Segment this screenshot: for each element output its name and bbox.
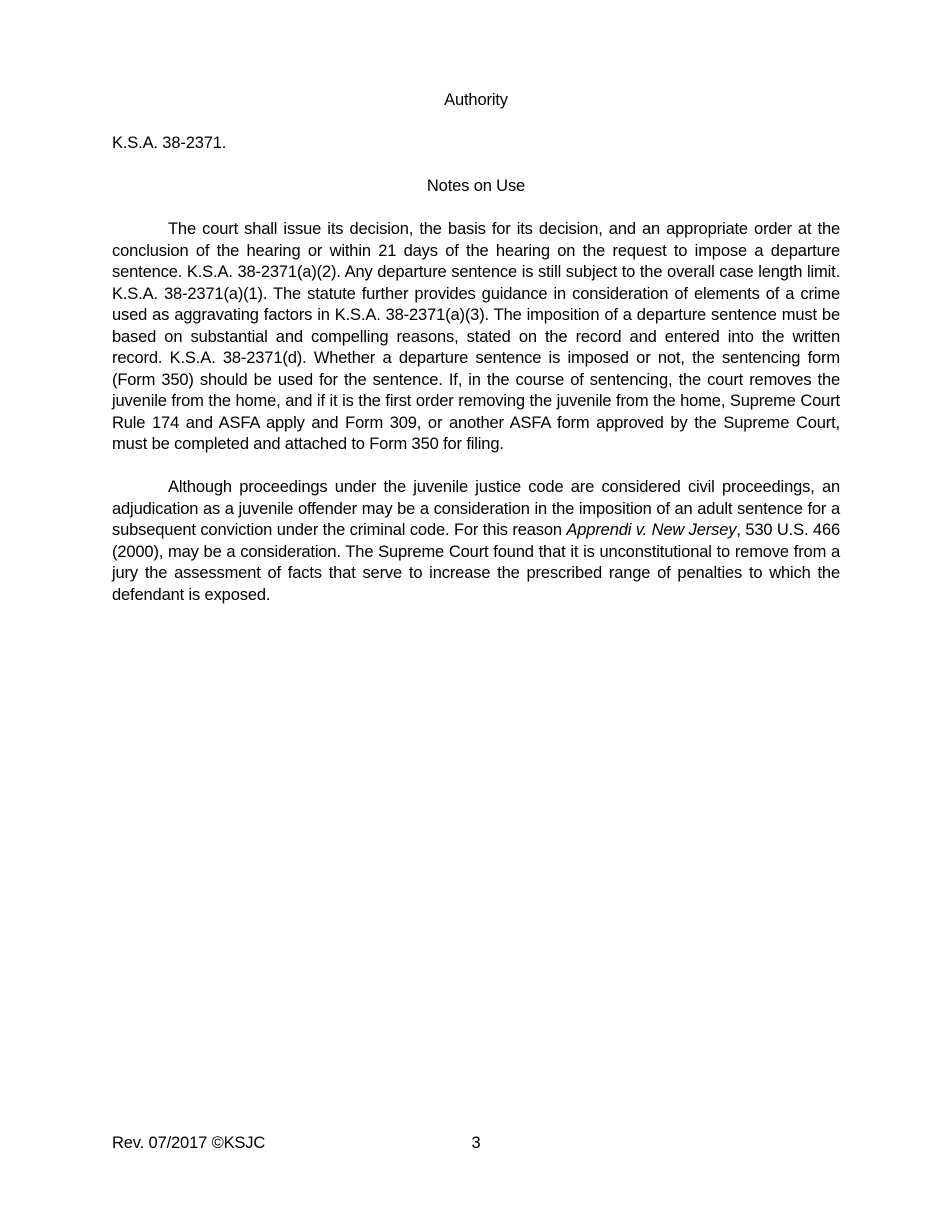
paragraph-apprendi bbox=[112, 477, 840, 606]
page-footer bbox=[112, 1133, 840, 1155]
footer-page-number: 3 bbox=[471, 1134, 481, 1152]
heading-notes-on-use: Notes on Use bbox=[426, 177, 526, 195]
document-content bbox=[112, 90, 840, 628]
paragraph-apprendi-text-before: Although proceedings under the juvenile justice code are considered civil proceedings, an adjudication as a juvenile offender may be a consideration in the imposition of an adult sentence for a subsequent conviction under the criminal code. For this reason bbox=[112, 478, 840, 539]
statute-citation: K.S.A. 38-2371. bbox=[112, 134, 227, 152]
heading-authority: Authority bbox=[444, 91, 508, 109]
paragraph-departure-sentence: The court shall issue its decision, the basis for its decision, and an appropriate order at the conclusion of the hearing or within 21 days of the hearing on the request to impose a departure sentence. K.S.A. 38-2371(a)(2). Any departure sentence is still subject to the overall case length limit. K.S.A. 38-2371(a)(1). The statute further provides guidance in consideration of elements of a crime used as aggravating factors in K.S.A. 38-2371(a)(3). The imposition of a departure sentence must be based on substantial and compelling reasons, stated on the record and entered into the written record. K.S.A. 38-2371(d). Whether a departure sentence is imposed or not, the sentencing form (Form 350) should be used for the sentence. If, in the course of sentencing, the court removes the juvenile from the home, and if it is the first order removing the juvenile from the home, Supreme Court Rule 174 and ASFA apply and Form 309, or another ASFA form approved by the Supreme Court, must be completed and attached to Form 350 for filing. bbox=[112, 220, 840, 453]
paragraph-apprendi-text-after: , 530 U.S. 466 (2000), may be a consideration. The Supreme Court found that it is unconstitutional to remove from a jury the assessment of facts that serve to increase the prescribed range of penalties to which the defendant is exposed. bbox=[112, 521, 840, 604]
footer-revision: Rev. 07/2017 ©KSJC bbox=[112, 1134, 266, 1152]
case-name-apprendi: Apprendi v. New Jersey bbox=[566, 521, 737, 539]
